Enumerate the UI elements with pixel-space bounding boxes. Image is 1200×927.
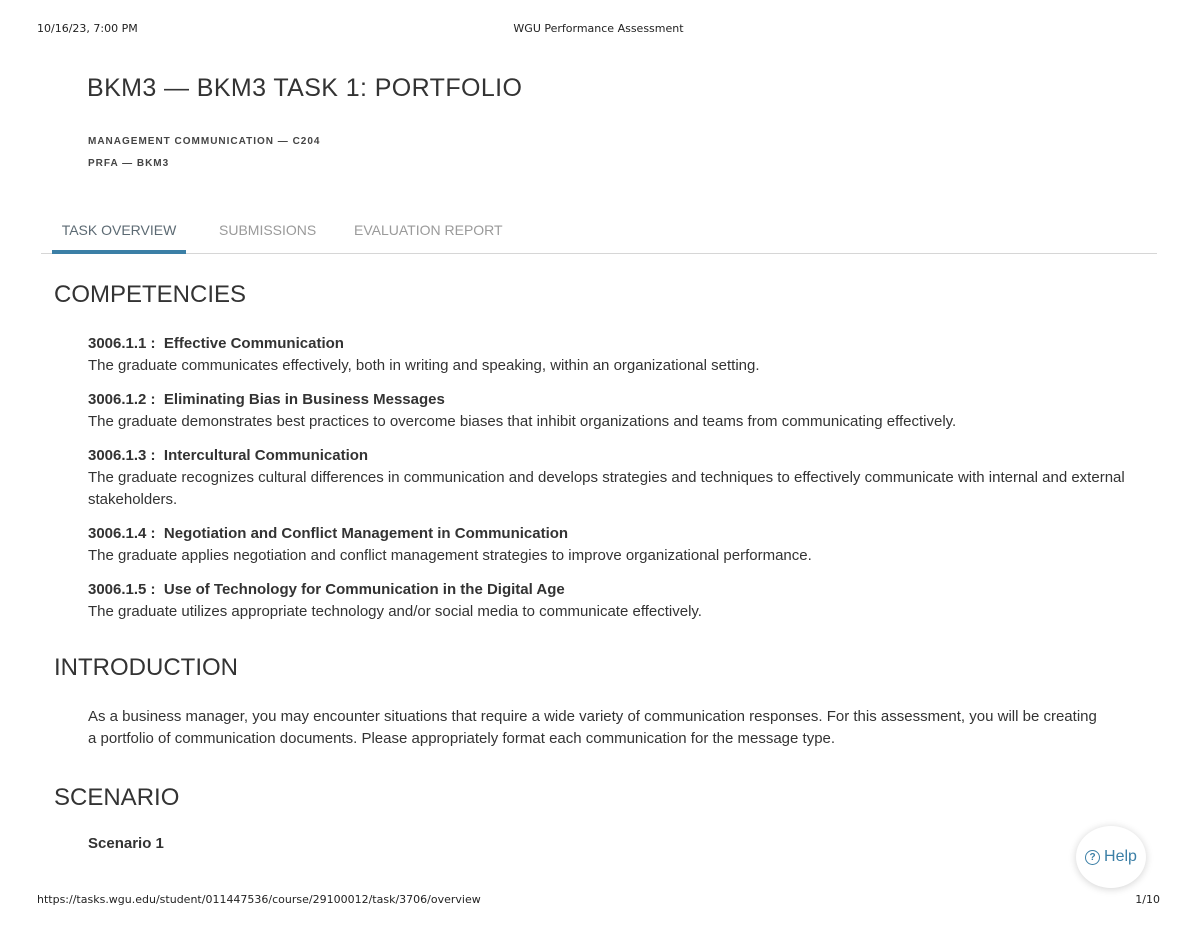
competency-item [88, 579, 1128, 623]
competency-code: 3006.1.5 : [88, 581, 156, 598]
tab-task-overview[interactable]: TASK OVERVIEW [52, 218, 186, 254]
competency-title [88, 579, 1128, 601]
introduction-heading: INTRODUCTION [54, 654, 238, 681]
question-circle-icon: ? [1085, 850, 1100, 865]
competency-item [88, 523, 1128, 567]
competency-name: Eliminating Bias in Business Messages [163, 391, 445, 408]
introduction-text: As a business manager, you may encounter situations that require a wide variety of communication responses. For this assessment, you will be creating a portfolio of communication documents. Please appropriately format each communication for the message type. [88, 708, 1097, 747]
competency-title [88, 523, 1128, 545]
scenario-label: Scenario 1 [88, 835, 164, 852]
competency-code: 3006.1.3 : [88, 447, 156, 464]
tab-bar [41, 218, 1157, 254]
print-datetime: 10/16/23, 7:00 PM [37, 22, 138, 35]
scenario-heading: SCENARIO [54, 784, 180, 811]
competency-name: Negotiation and Conflict Management in Communication [163, 525, 569, 542]
help-button[interactable] [1076, 826, 1146, 888]
competency-code: 3006.1.2 : [88, 391, 156, 408]
competency-description: The graduate communicates effectively, both in writing and speaking, within an organizational setting. [88, 357, 760, 374]
competency-code: 3006.1.4 : [88, 525, 156, 542]
page-title: BKM3 — BKM3 TASK 1: PORTFOLIO [87, 74, 523, 102]
competency-title [88, 389, 1128, 411]
print-url: https://tasks.wgu.edu/student/011447536/course/29100012/task/3706/overview [37, 893, 481, 906]
competency-description: The graduate recognizes cultural differences in communication and develops strategies and techniques to effectively communicate with internal and external stakeholders. [88, 469, 1125, 508]
competency-name: Use of Technology for Communication in the Digital Age [163, 581, 565, 598]
task-code: PRFA — BKM3 [88, 158, 170, 169]
competency-title [88, 333, 1128, 355]
competency-title [88, 445, 1128, 467]
competency-item [88, 389, 1128, 433]
competency-item [88, 333, 1128, 377]
competencies-heading: COMPETENCIES [54, 281, 247, 308]
competency-code: 3006.1.1 : [88, 335, 156, 352]
print-header [37, 22, 1160, 36]
competency-item [88, 445, 1128, 511]
print-footer [37, 893, 1160, 907]
tab-submissions[interactable]: SUBMISSIONS [219, 222, 317, 238]
print-page-title: WGU Performance Assessment [513, 22, 684, 35]
help-label: Help [1104, 848, 1137, 865]
competency-name: Effective Communication [163, 335, 344, 352]
tab-evaluation-report[interactable]: EVALUATION REPORT [354, 222, 503, 238]
print-page-number: 1/10 [1135, 893, 1160, 906]
course-name: MANAGEMENT COMMUNICATION — C204 [88, 136, 321, 147]
competency-name: Intercultural Communication [163, 447, 369, 464]
competency-description: The graduate demonstrates best practices to overcome biases that inhibit organizations and teams from communicating effectively. [88, 413, 957, 430]
competency-description: The graduate applies negotiation and conflict management strategies to improve organizational performance. [88, 547, 812, 564]
competency-description: The graduate utilizes appropriate technology and/or social media to communicate effectively. [88, 603, 702, 620]
